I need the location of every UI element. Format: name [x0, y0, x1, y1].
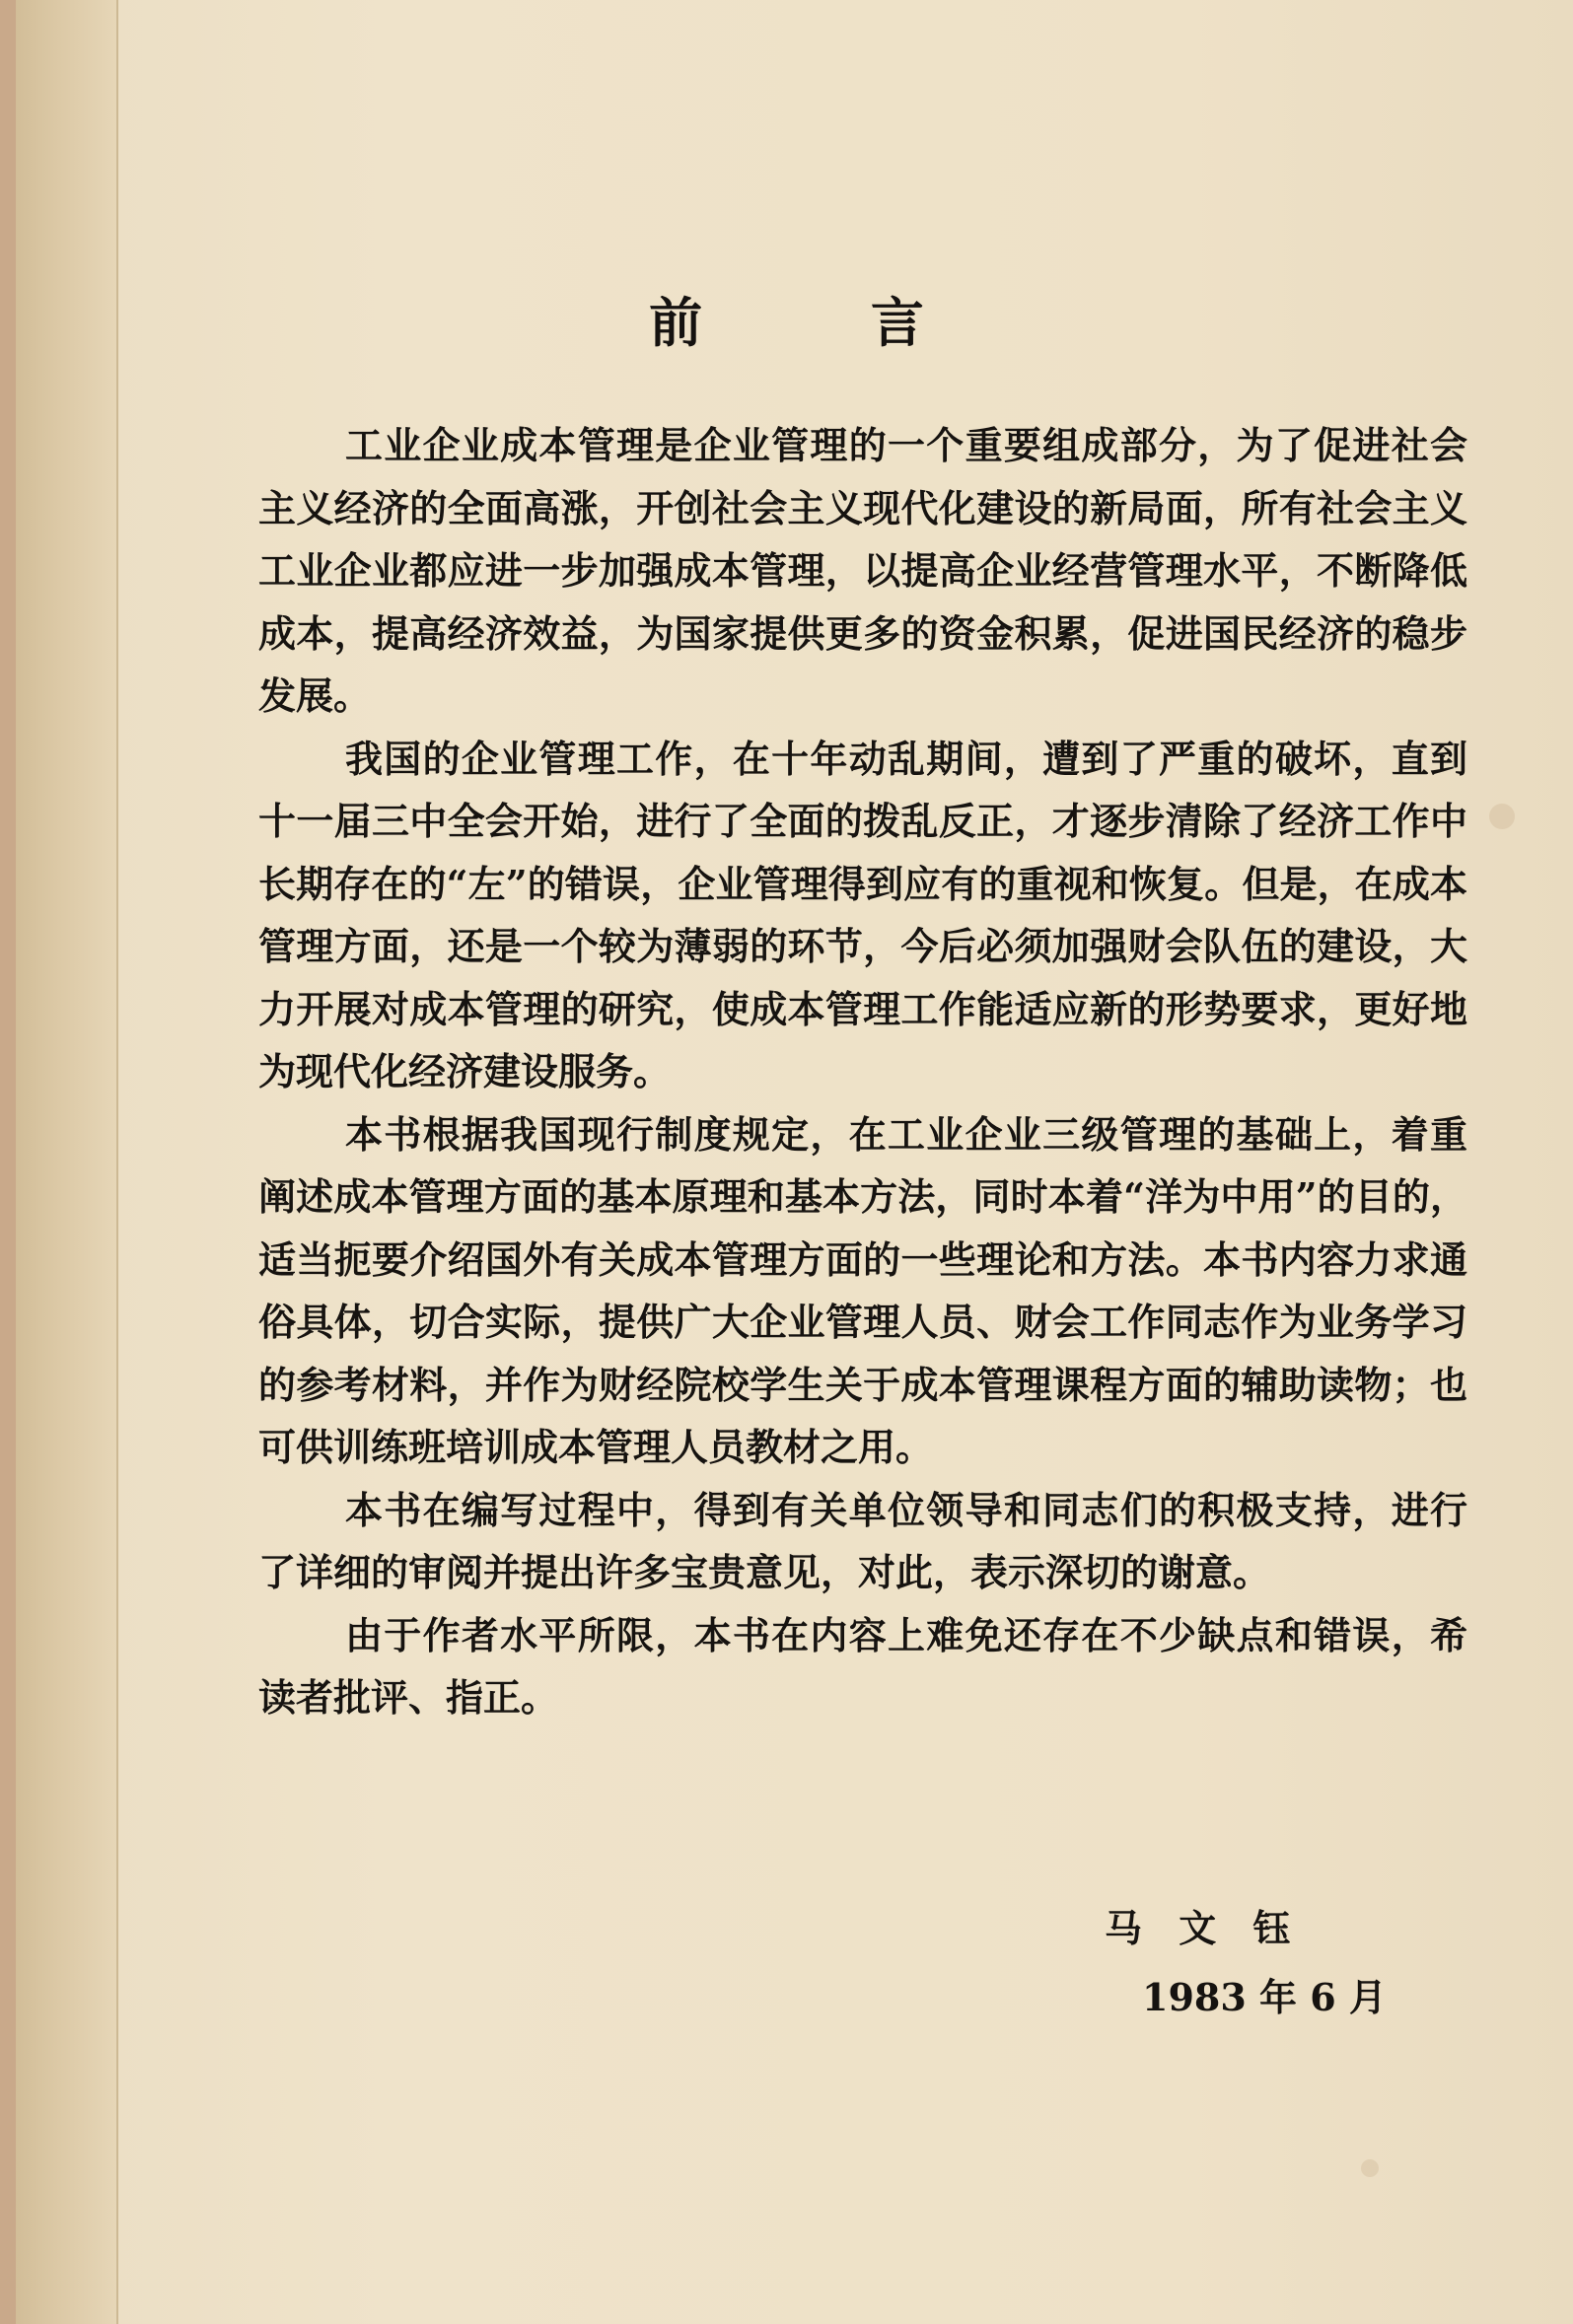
paragraph: 本书根据我国现行制度规定，在工业企业三级管理的基础上，着重阐述成本管理方面的基本原理和基本方法，同时本着“洋为中用”的目的，适当扼要介绍国外有关成本管理方面的一些理论和方法。本书内容力求通俗具体，切合实际，提供广大企业管理人员、财会工作同志作为业务学习的参考材料，并作为财经院校学生关于成本管理课程方面的辅助读物；也可供训练班培训成本管理人员教材之用。 [258, 1111, 1467, 1469]
author-signature: 马 文 钰 [1105, 1906, 1303, 1950]
page-title: 前 言 [649, 291, 999, 354]
paragraph: 我国的企业管理工作，在十年动乱期间，遭到了严重的破坏，直到十一届三中全会开始，进行了全面的拨乱反正，才逐步清除了经济工作中长期存在的“左”的错误，企业管理得到应有的重视和恢复。但是，在成本管理方面，还是一个较为薄弱的环节，今后必须加强财会队伍的建设，大力开展对成本管理的研究，使成本管理工作能适应新的形势要求，更好地为现代化经济建设服务。 [258, 736, 1467, 1093]
paragraph: 由于作者水平所限，本书在内容上难免还存在不少缺点和错误，希读者批评、指正。 [258, 1612, 1467, 1720]
signature-date: 1983 年 6 月 [1142, 1975, 1387, 2019]
paragraph: 本书在编写过程中，得到有关单位领导和同志们的积极支持，进行了详细的审阅并提出许多宝贵意见，对此，表示深切的谢意。 [258, 1487, 1467, 1594]
paragraph: 工业企业成本管理是企业管理的一个重要组成部分，为了促进社会主义经济的全面高涨，开创社会主义现代化建设的新局面，所有社会主义工业企业都应进一步加强成本管理，以提高企业经营管理水平，不断降低成本，提高经济效益，为国家提供更多的资金积累，促进国民经济的稳步发展。 [258, 423, 1467, 718]
paper-stain [1361, 2159, 1379, 2177]
paper-stain [1489, 804, 1515, 829]
preface-body [258, 414, 1467, 1729]
